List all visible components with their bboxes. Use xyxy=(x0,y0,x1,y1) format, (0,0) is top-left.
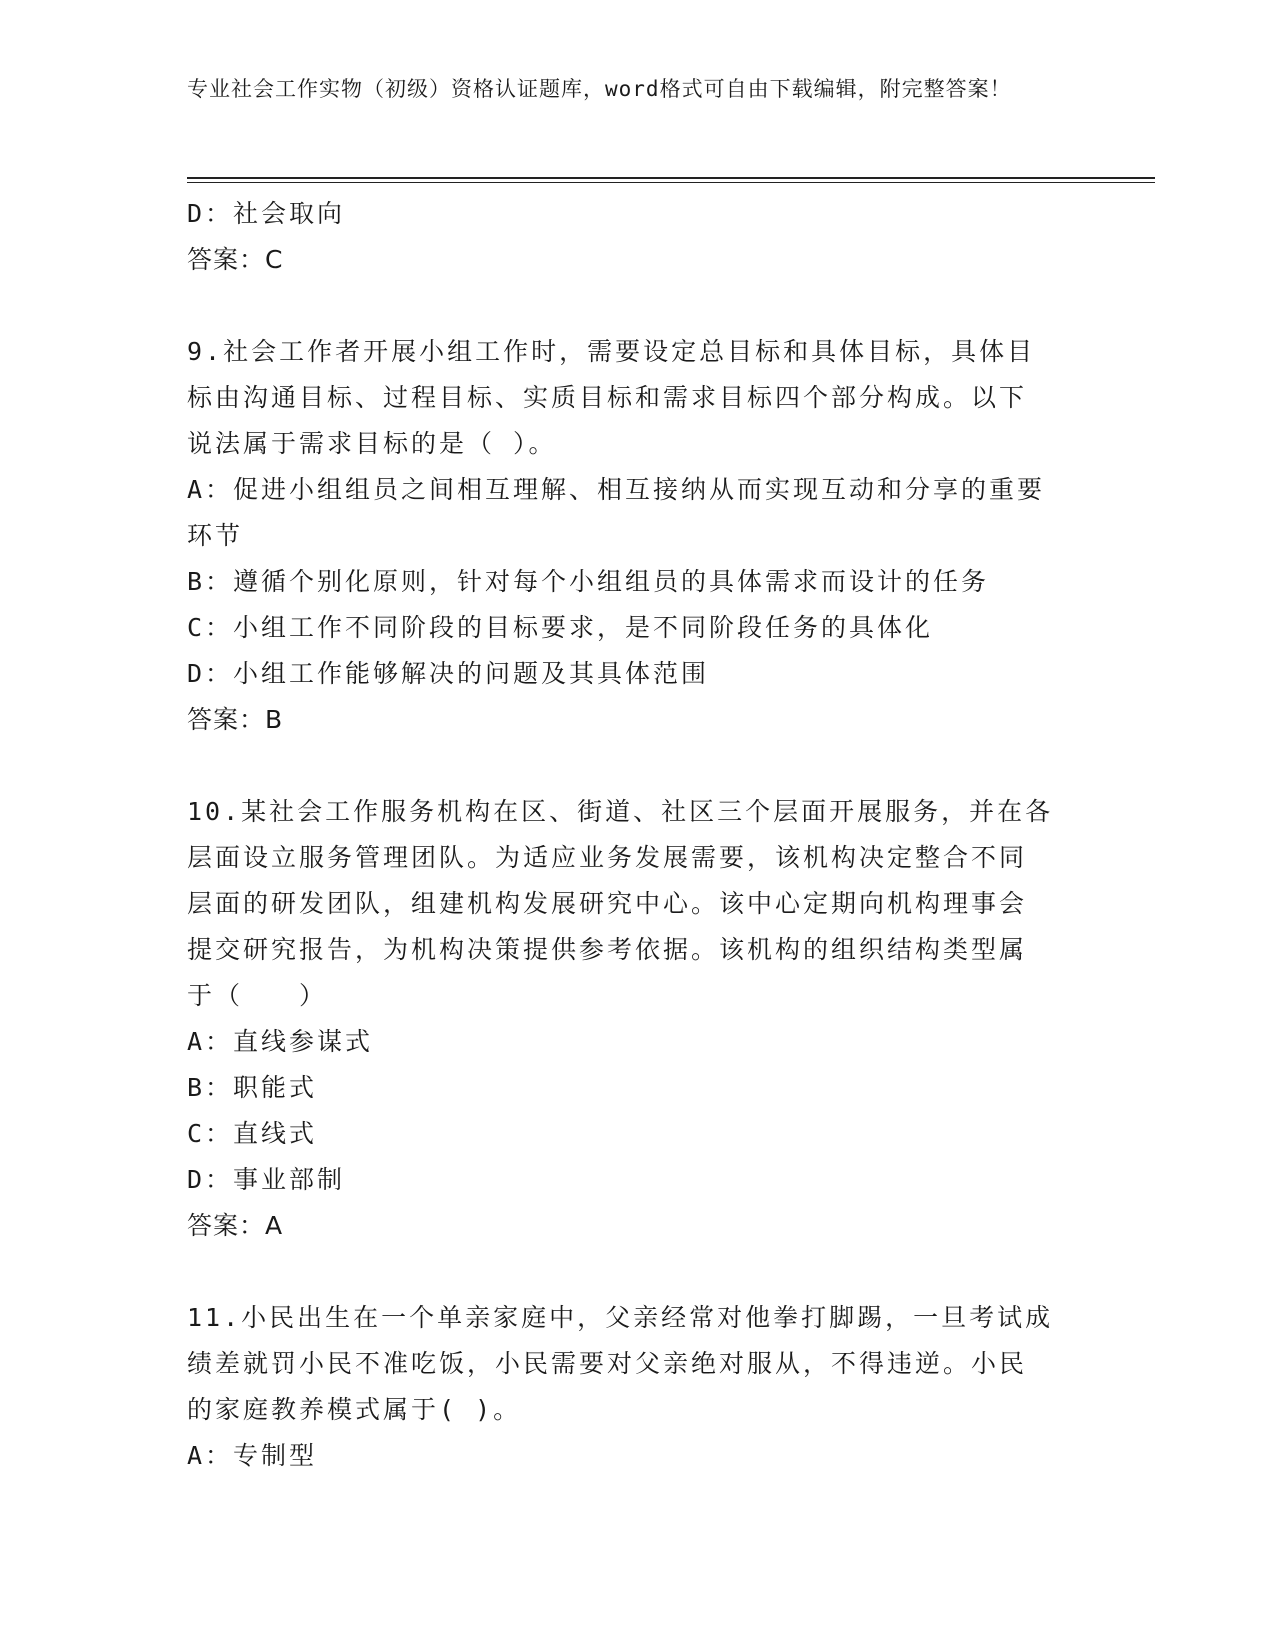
page-header xyxy=(187,72,1067,106)
option-a: A：促进小组组员之间相互理解、相互接纳从而实现互动和分享的重要 xyxy=(187,475,1046,504)
option-d: D：事业部制 xyxy=(187,1165,346,1194)
question-stem-line: 层面设立服务管理团队。为适应业务发展需要，该机构决定整合不同 xyxy=(187,843,1028,872)
question-stem-line: 11.小民出生在一个单亲家庭中，父亲经常对他拳打脚踢，一旦考试成 xyxy=(187,1303,1054,1332)
question-content xyxy=(187,191,1067,1479)
option-a: A：专制型 xyxy=(187,1441,318,1470)
question-stem-line: 10.某社会工作服务机构在区、街道、社区三个层面开展服务，并在各 xyxy=(187,797,1054,826)
answer: 答案：A xyxy=(187,1211,284,1240)
question-stem-line: 9.社会工作者开展小组工作时，需要设定总目标和具体目标，具体目 xyxy=(187,337,1036,366)
carryover-option-d: D：社会取向 xyxy=(187,199,346,228)
header-divider xyxy=(187,177,1155,183)
option-a: A：直线参谋式 xyxy=(187,1027,374,1056)
option-d: D：小组工作能够解决的问题及其具体范围 xyxy=(187,659,710,688)
option-a-continued: 环节 xyxy=(187,521,244,550)
question-stem-line: 绩差就罚小民不准吃饭，小民需要对父亲绝对服从，不得违逆。小民 xyxy=(187,1349,1028,1378)
header-text: 专业社会工作实物（初级）资格认证题库，word格式可自由下载编辑，附完整答案！ xyxy=(187,77,1012,101)
option-c: C：直线式 xyxy=(187,1119,318,1148)
question-11 xyxy=(187,1295,1067,1479)
answer: 答案：B xyxy=(187,705,284,734)
question-stem-line: 提交研究报告，为机构决策提供参考依据。该机构的组织结构类型属 xyxy=(187,935,1028,964)
question-stem-line: 层面的研发团队，组建机构发展研究中心。该中心定期向机构理事会 xyxy=(187,889,1028,918)
carryover-answer: 答案：C xyxy=(187,245,284,274)
question-10 xyxy=(187,789,1067,1249)
option-b: B：职能式 xyxy=(187,1073,318,1102)
option-b: B：遵循个别化原则，针对每个小组组员的具体需求而设计的任务 xyxy=(187,567,990,596)
question-9 xyxy=(187,329,1067,743)
question-stem-line: 的家庭教养模式属于( )。 xyxy=(187,1395,522,1424)
question-stem-line: 标由沟通目标、过程目标、实质目标和需求目标四个部分构成。以下 xyxy=(187,383,1028,412)
question-stem-line: 说法属于需求目标的是（ ）。 xyxy=(187,429,557,458)
question-stem-line: 于（ ） xyxy=(187,981,328,1010)
option-c: C：小组工作不同阶段的目标要求，是不同阶段任务的具体化 xyxy=(187,613,934,642)
